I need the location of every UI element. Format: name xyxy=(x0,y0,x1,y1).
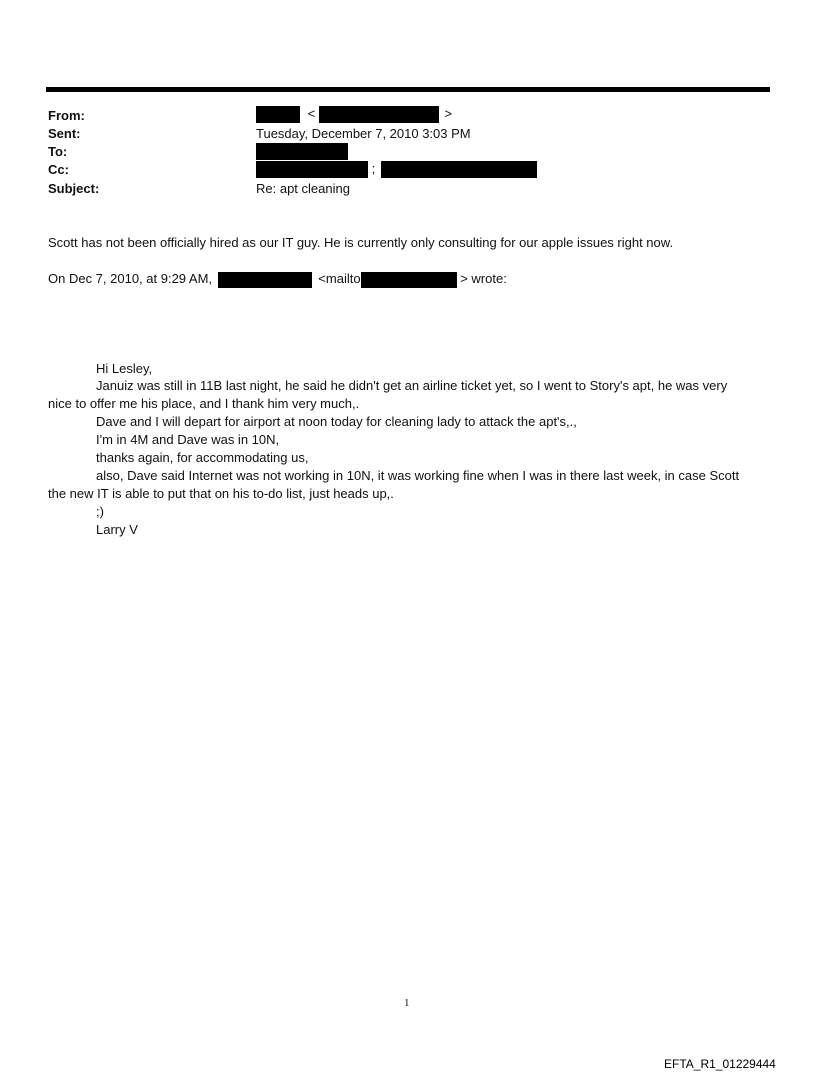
quoted-wink: ;) xyxy=(96,504,104,519)
quoted-line: Januiz was still in 11B last night, he said he didn't get an airline ticket yet, so I went to Story's apt, he was very xyxy=(96,378,728,393)
quoted-signature: Larry V xyxy=(96,522,138,537)
redaction-block xyxy=(256,143,348,160)
quote-attribution xyxy=(48,271,507,288)
attribution-suffix: > wrote: xyxy=(460,271,507,286)
redaction-block xyxy=(256,106,300,123)
quoted-line: thanks again, for accommodating us, xyxy=(96,450,309,465)
subject-label: Subject: xyxy=(48,181,100,196)
sent-value: Tuesday, December 7, 2010 3:03 PM xyxy=(256,126,471,141)
page-number: 1 xyxy=(404,997,410,1009)
reply-text: Scott has not been officially hired as our IT guy. He is currently only consulting for our apple issues right now. xyxy=(48,235,674,250)
header-rule xyxy=(46,87,770,92)
to-value xyxy=(256,143,348,160)
from-value xyxy=(256,106,452,123)
redaction-block xyxy=(256,161,368,178)
from-gt: > xyxy=(444,106,453,121)
attribution-prefix: On Dec 7, 2010, at 9:29 AM, xyxy=(48,271,213,286)
to-label: To: xyxy=(48,144,68,159)
quoted-line: the new IT is able to put that on his to-do list, just heads up,. xyxy=(48,486,394,501)
subject-value: Re: apt cleaning xyxy=(256,181,350,196)
redaction-block xyxy=(381,161,537,178)
quoted-line: Dave and I will depart for airport at noon today for cleaning lady to attack the apt's,., xyxy=(96,414,577,429)
redaction-block xyxy=(361,272,457,288)
quoted-line: also, Dave said Internet was not working in 10N, it was working fine when I was in there last week, in case Scott xyxy=(96,468,740,483)
quoted-line: I'm in 4M and Dave was in 10N, xyxy=(96,432,280,447)
cc-separator: ; xyxy=(371,161,376,176)
redaction-block xyxy=(218,272,312,288)
bates-number: EFTA_R1_01229444 xyxy=(664,1057,776,1071)
quoted-greeting: Hi Lesley, xyxy=(96,361,153,376)
redaction-block xyxy=(319,106,439,123)
quoted-line: nice to offer me his place, and I thank him very much,. xyxy=(48,396,360,411)
from-label: From: xyxy=(48,108,85,123)
sent-label: Sent: xyxy=(48,126,81,141)
from-lt: < xyxy=(307,106,316,121)
cc-value xyxy=(256,161,537,178)
cc-label: Cc: xyxy=(48,162,69,177)
attribution-mailto: <mailto xyxy=(318,271,361,286)
